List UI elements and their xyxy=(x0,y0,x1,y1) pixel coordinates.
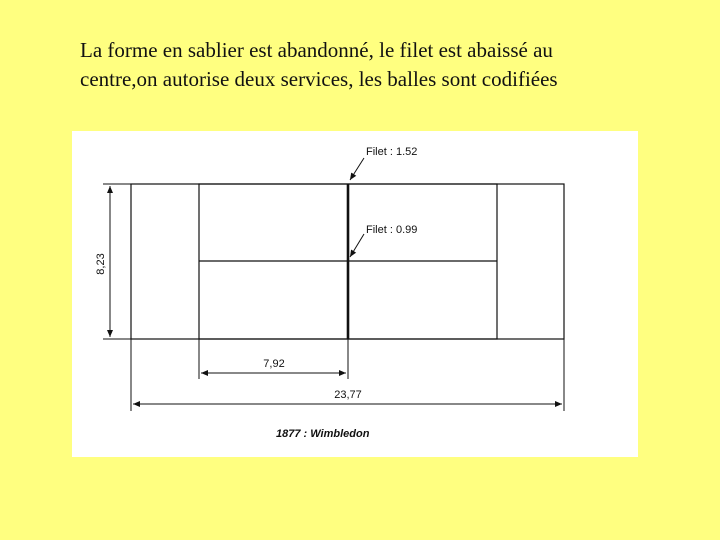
net-center-arrow xyxy=(350,234,364,257)
diagram-caption: 1877 : Wimbledon xyxy=(276,428,370,440)
title-line-2: centre,on autorise deux services, les balles sont codifiées xyxy=(80,67,558,91)
slide-title xyxy=(80,36,680,94)
court-diagram-svg xyxy=(72,131,638,457)
court-length-label: 23,77 xyxy=(334,389,362,401)
service-length-label: 7,92 xyxy=(263,358,285,370)
title-line-1: La forme en sablier est abandonné, le filet est abaissé au xyxy=(80,38,553,62)
width-label: 8,23 xyxy=(95,253,107,275)
net-post-label: Filet : 1.52 xyxy=(366,146,418,158)
net-post-arrow xyxy=(350,158,364,180)
net-center-label: Filet : 0.99 xyxy=(366,224,418,236)
court-diagram xyxy=(72,131,638,457)
